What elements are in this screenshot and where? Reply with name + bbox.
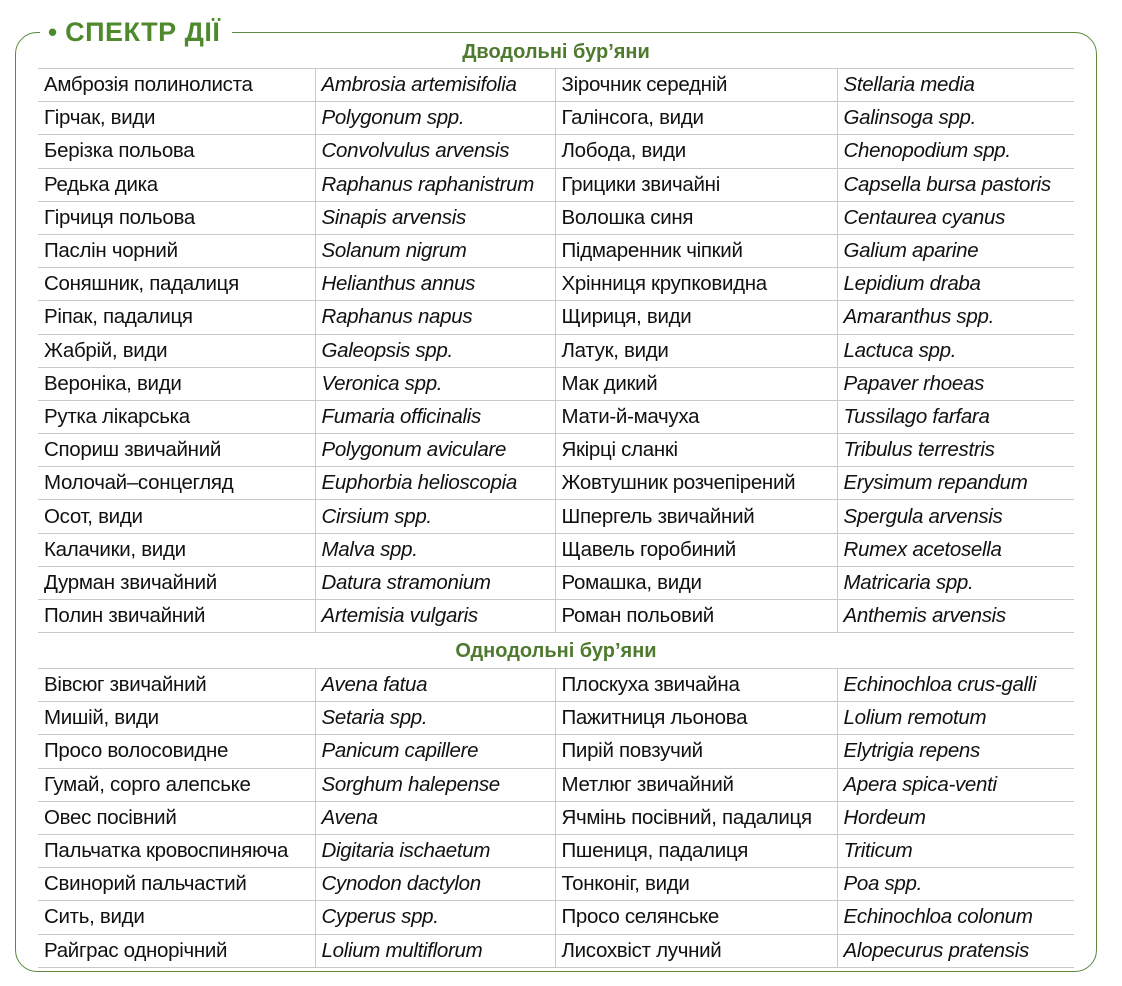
latin-name-cell: Lactuca spp. [837,334,1074,367]
monocot-weeds-table [38,668,1074,968]
common-name-cell: Сить, види [38,901,315,934]
latin-name-cell: Elytrigia repens [837,735,1074,768]
common-name-cell: Ромашка, види [555,566,837,599]
common-name-cell: Пирій повзучий [555,735,837,768]
common-name-cell: Дурман звичайний [38,566,315,599]
latin-name-cell: Capsella bursa pastoris [837,168,1074,201]
common-name-cell: Пажитниця льонова [555,702,837,735]
common-name-cell: Латук, види [555,334,837,367]
table-row [38,801,1074,834]
table-row [38,434,1074,467]
common-name-cell: Просо селянське [555,901,837,934]
latin-name-cell: Stellaria media [837,69,1074,102]
common-name-cell: Калачики, види [38,533,315,566]
table-row [38,234,1074,267]
latin-name-cell: Erysimum repandum [837,467,1074,500]
latin-name-cell: Lepidium draba [837,268,1074,301]
latin-name-cell: Anthemis arvensis [837,600,1074,633]
common-name-cell: Мишій, види [38,702,315,735]
latin-name-cell: Poa spp. [837,868,1074,901]
latin-name-cell: Galium aparine [837,234,1074,267]
common-name-cell: Тонконіг, види [555,868,837,901]
dicot-heading: Дводольні бур’яни [462,41,650,63]
table-row [38,834,1074,867]
table-row [38,533,1074,566]
latin-name-cell: Datura stramonium [315,566,555,599]
latin-name-cell: Avena [315,801,555,834]
latin-name-cell: Galinsoga spp. [837,102,1074,135]
latin-name-cell: Ambrosia artemisifolia [315,69,555,102]
common-name-cell: Хрінниця крупковидна [555,268,837,301]
latin-name-cell: Setaria spp. [315,702,555,735]
dicot-weeds-table [38,68,1074,633]
common-name-cell: Жовтушник розчепірений [555,467,837,500]
common-name-cell: Мати-й-мачуха [555,400,837,433]
common-name-cell: Молочай–сонцегляд [38,467,315,500]
common-name-cell: Грицики звичайні [555,168,837,201]
latin-name-cell: Tussilago farfara [837,400,1074,433]
latin-name-cell: Polygonum aviculare [315,434,555,467]
latin-name-cell: Matricaria spp. [837,566,1074,599]
table-row [38,102,1074,135]
latin-name-cell: Panicum capillere [315,735,555,768]
common-name-cell: Свинорий пальчастий [38,868,315,901]
table-row [38,201,1074,234]
common-name-cell: Амброзія полинолиста [38,69,315,102]
title-bullet: • [48,17,58,47]
latin-name-cell: Rumex acetosella [837,533,1074,566]
common-name-cell: Метлюг звичайний [555,768,837,801]
common-name-cell: Ріпак, падалиця [38,301,315,334]
common-name-cell: Вівсюг звичайний [38,669,315,702]
common-name-cell: Гірчиця польова [38,201,315,234]
table-row [38,168,1074,201]
common-name-cell: Рутка лікарська [38,400,315,433]
table-row [38,400,1074,433]
latin-name-cell: Papaver rhoeas [837,367,1074,400]
common-name-cell: Щириця, види [555,301,837,334]
latin-name-cell: Amaranthus spp. [837,301,1074,334]
common-name-cell: Паслін чорний [38,234,315,267]
latin-name-cell: Sorghum halepense [315,768,555,801]
monocot-heading: Однодольні бур’яни [455,640,657,662]
common-name-cell: Вероніка, види [38,367,315,400]
table-row [38,901,1074,934]
common-name-cell: Лисохвіст лучний [555,934,837,967]
common-name-cell: Жабрій, види [38,334,315,367]
table-row [38,69,1074,102]
latin-name-cell: Echinochloa colonum [837,901,1074,934]
latin-name-cell: Lolium multiflorum [315,934,555,967]
common-name-cell: Підмаренник чіпкий [555,234,837,267]
table-row [38,735,1074,768]
common-name-cell: Роман польовий [555,600,837,633]
table-row [38,467,1074,500]
latin-name-cell: Polygonum spp. [315,102,555,135]
table-row [38,600,1074,633]
latin-name-cell: Lolium remotum [837,702,1074,735]
common-name-cell: Шпергель звичайний [555,500,837,533]
table-row [38,268,1074,301]
latin-name-cell: Digitaria ischaetum [315,834,555,867]
title-text: СПЕКТР ДІЇ [65,17,221,47]
common-name-cell: Якірці сланкі [555,434,837,467]
latin-name-cell: Euphorbia helioscopia [315,467,555,500]
latin-name-cell: Raphanus raphanistrum [315,168,555,201]
latin-name-cell: Galeopsis spp. [315,334,555,367]
latin-name-cell: Helianthus annus [315,268,555,301]
common-name-cell: Лобода, види [555,135,837,168]
latin-name-cell: Fumaria officinalis [315,400,555,433]
latin-name-cell: Cirsium spp. [315,500,555,533]
latin-name-cell: Malva spp. [315,533,555,566]
common-name-cell: Пшениця, падалиця [555,834,837,867]
latin-name-cell: Centaurea cyanus [837,201,1074,234]
table-row [38,934,1074,967]
common-name-cell: Полин звичайний [38,600,315,633]
common-name-cell: Осот, види [38,500,315,533]
latin-name-cell: Chenopodium spp. [837,135,1074,168]
latin-name-cell: Hordeum [837,801,1074,834]
common-name-cell: Берізка польова [38,135,315,168]
latin-name-cell: Spergula arvensis [837,500,1074,533]
common-name-cell: Соняшник, падалиця [38,268,315,301]
common-name-cell: Редька дика [38,168,315,201]
latin-name-cell: Apera spica-venti [837,768,1074,801]
common-name-cell: Щавель горобиний [555,533,837,566]
common-name-cell: Пальчатка кровоспиняюча [38,834,315,867]
table-row [38,301,1074,334]
latin-name-cell: Tribulus terrestris [837,434,1074,467]
latin-name-cell: Solanum nigrum [315,234,555,267]
latin-name-cell: Raphanus napus [315,301,555,334]
table-row [38,868,1074,901]
latin-name-cell: Echinochloa crus-galli [837,669,1074,702]
table-row [38,500,1074,533]
common-name-cell: Овес посівний [38,801,315,834]
table-row [38,669,1074,702]
common-name-cell: Галінсога, види [555,102,837,135]
common-name-cell: Спориш звичайний [38,434,315,467]
common-name-cell: Гірчак, види [38,102,315,135]
latin-name-cell: Cyperus spp. [315,901,555,934]
latin-name-cell: Alopecurus pratensis [837,934,1074,967]
latin-name-cell: Convolvulus arvensis [315,135,555,168]
table-row [38,367,1074,400]
latin-name-cell: Cynodon dactylon [315,868,555,901]
table-row [38,702,1074,735]
common-name-cell: Просо волосовидне [38,735,315,768]
common-name-cell: Мак дикий [555,367,837,400]
common-name-cell: Зірочник середній [555,69,837,102]
common-name-cell: Райграс однорічний [38,934,315,967]
table-row [38,334,1074,367]
latin-name-cell: Triticum [837,834,1074,867]
latin-name-cell: Avena fatua [315,669,555,702]
common-name-cell: Ячмінь посівний, падалиця [555,801,837,834]
table-row [38,135,1074,168]
common-name-cell: Волошка синя [555,201,837,234]
common-name-cell: Плоскуха звичайна [555,669,837,702]
latin-name-cell: Sinapis arvensis [315,201,555,234]
common-name-cell: Гумай, сорго алепське [38,768,315,801]
table-row [38,566,1074,599]
latin-name-cell: Veronica spp. [315,367,555,400]
table-row [38,768,1074,801]
latin-name-cell: Artemisia vulgaris [315,600,555,633]
